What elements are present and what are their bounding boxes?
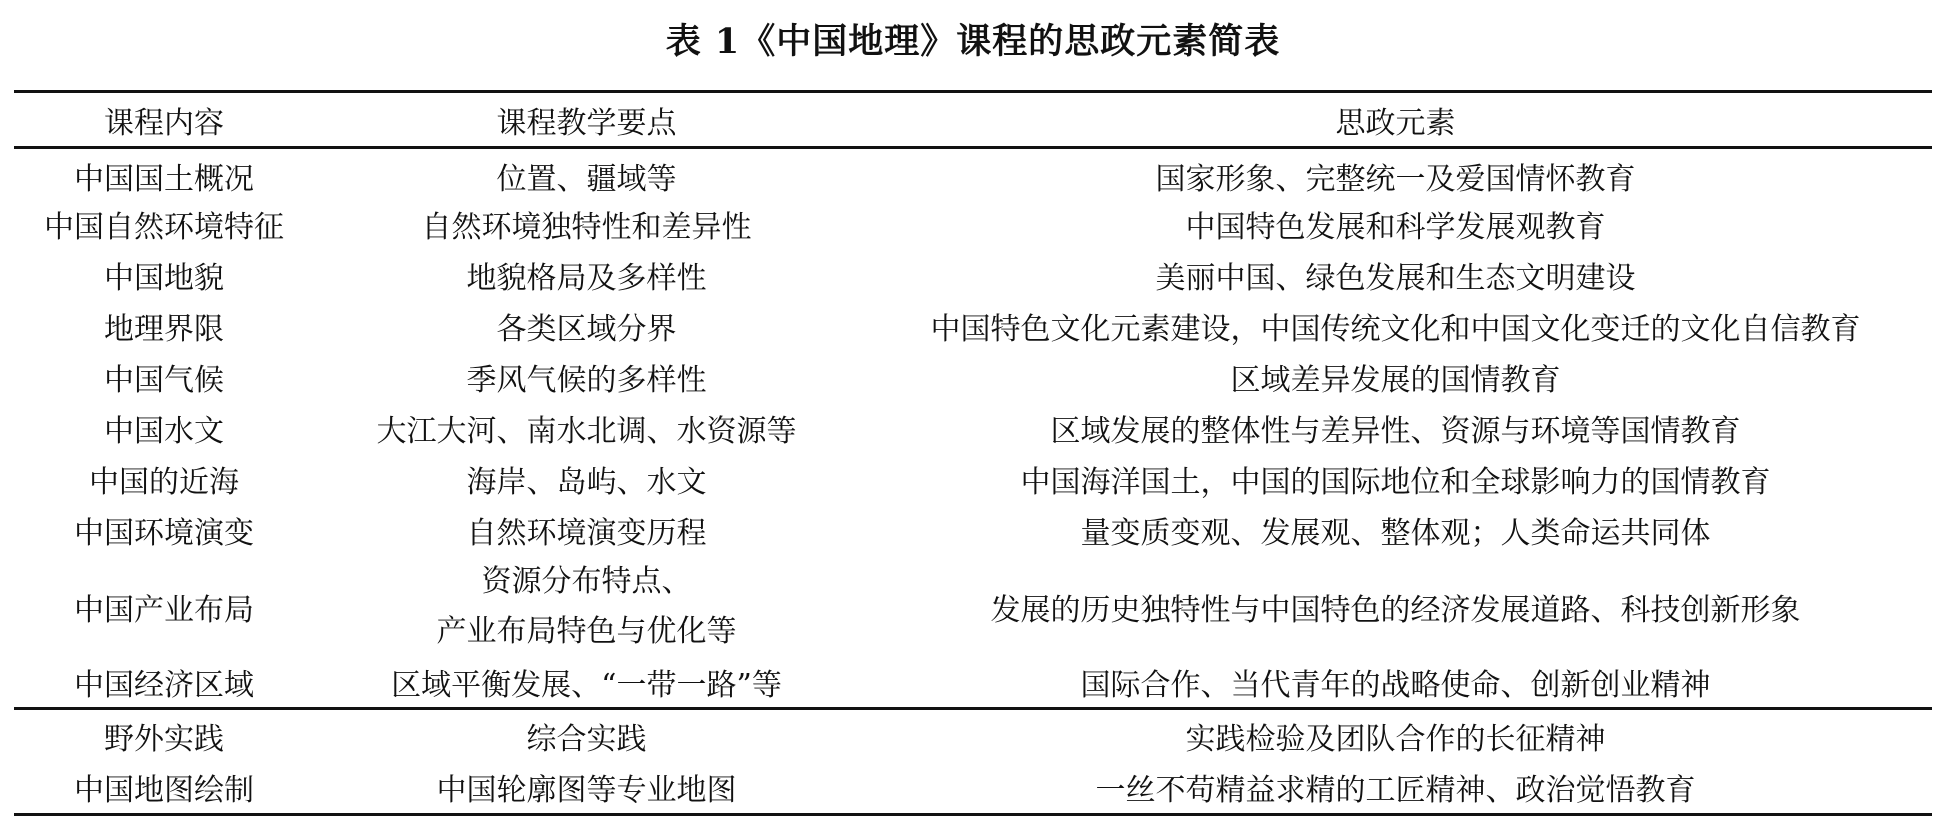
cell-course-content: 中国国土概况 bbox=[74, 161, 254, 197]
table-row bbox=[14, 403, 1932, 454]
cell-teaching-points bbox=[314, 148, 859, 199]
header-teaching-points: 课程教学要点 bbox=[314, 92, 859, 148]
teaching-point-line: 地貌格局及多样性 bbox=[466, 261, 707, 296]
teaching-point-line: 综合实践 bbox=[526, 721, 647, 757]
cell-teaching-points bbox=[314, 658, 859, 709]
table-row bbox=[14, 454, 1932, 505]
cell-teaching-points bbox=[314, 352, 859, 403]
teaching-point-line: 区域平衡发展、“一带一路”等 bbox=[391, 668, 782, 704]
teaching-point-line: 自然环境演变历程 bbox=[466, 516, 707, 551]
cell-teaching-points bbox=[314, 199, 859, 250]
table-row bbox=[14, 658, 1932, 709]
cell-ideology-elements: 中国特色文化元素建设，中国传统文化和中国文化变迁的文化自信教育 bbox=[930, 312, 1861, 347]
cell-course-content: 中国水文 bbox=[104, 414, 224, 449]
table-row bbox=[14, 148, 1932, 199]
cell-teaching-points bbox=[314, 301, 859, 352]
cell-course-content: 野外实践 bbox=[14, 709, 314, 762]
cell-ideology-elements: 国家形象、完整统一及爱国情怀教育 bbox=[1155, 161, 1636, 197]
cell-ideology-elements: 实践检验及团队合作的长征精神 bbox=[859, 709, 1932, 762]
header-row bbox=[14, 92, 1932, 148]
table-row bbox=[14, 762, 1932, 815]
table-row bbox=[14, 250, 1932, 301]
cell-teaching-points bbox=[314, 505, 859, 556]
cell-teaching-points bbox=[314, 762, 859, 815]
table-row bbox=[14, 199, 1932, 250]
cell-ideology-elements: 区域发展的整体性与差异性、资源与环境等国情教育 bbox=[1050, 414, 1741, 449]
cell-ideology-elements: 发展的历史独特性与中国特色的经济发展道路、科技创新形象 bbox=[990, 592, 1801, 628]
cell-course-content: 地理界限 bbox=[104, 312, 224, 347]
teaching-point-line: 中国轮廓图等专业地图 bbox=[436, 773, 737, 809]
teaching-point-line: 资源分布特点、 bbox=[481, 563, 692, 599]
cell-ideology-elements: 一丝不苟精益求精的工匠精神、政治觉悟教育 bbox=[859, 762, 1932, 815]
table-row bbox=[14, 301, 1932, 352]
header-course-content: 课程内容 bbox=[14, 92, 314, 148]
header-ideology-elements: 思政元素 bbox=[859, 92, 1932, 148]
ideology-elements-table bbox=[14, 90, 1932, 816]
cell-course-content: 中国环境演变 bbox=[74, 516, 254, 551]
teaching-point-line: 位置、疆域等 bbox=[496, 161, 677, 197]
cell-course-content: 中国气候 bbox=[104, 363, 224, 398]
table-row bbox=[14, 709, 1932, 762]
cell-ideology-elements: 区域差异发展的国情教育 bbox=[1230, 363, 1561, 398]
teaching-point-line: 季风气候的多样性 bbox=[466, 363, 707, 398]
cell-course-content: 中国产业布局 bbox=[74, 592, 254, 628]
teaching-point-line: 大江大河、南水北调、水资源等 bbox=[376, 414, 797, 449]
teaching-point-line: 各类区域分界 bbox=[496, 312, 677, 347]
teaching-point-line: 自然环境独特性和差异性 bbox=[421, 210, 752, 245]
cell-ideology-elements: 中国海洋国土，中国的国际地位和全球影响力的国情教育 bbox=[1020, 465, 1771, 500]
cell-teaching-points bbox=[314, 454, 859, 505]
cell-teaching-points bbox=[314, 250, 859, 301]
teaching-point-line: 产业布局特色与优化等 bbox=[436, 613, 737, 649]
cell-course-content: 中国自然环境特征 bbox=[44, 210, 284, 245]
main-table-body bbox=[14, 148, 1932, 709]
cell-ideology-elements: 美丽中国、绿色发展和生态文明建设 bbox=[1155, 261, 1636, 296]
table-row bbox=[14, 352, 1932, 403]
table-row bbox=[14, 556, 1932, 658]
table-row bbox=[14, 505, 1932, 556]
teaching-point-line: 海岸、岛屿、水文 bbox=[466, 465, 707, 500]
cell-ideology-elements: 量变质变观、发展观、整体观；人类命运共同体 bbox=[1080, 516, 1711, 551]
cell-course-content: 中国经济区域 bbox=[74, 668, 254, 704]
cell-teaching-points bbox=[314, 556, 859, 658]
table-container bbox=[14, 90, 1932, 816]
table-caption: 表 1《中国地理》课程的思政元素简表 bbox=[665, 21, 1281, 62]
cell-teaching-points bbox=[314, 403, 859, 454]
cell-ideology-elements: 国际合作、当代青年的战略使命、创新创业精神 bbox=[1080, 668, 1711, 704]
cell-ideology-elements: 中国特色发展和科学发展观教育 bbox=[1185, 210, 1606, 245]
practice-table-body bbox=[14, 709, 1932, 815]
cell-course-content: 中国地图绘制 bbox=[14, 762, 314, 815]
cell-course-content: 中国的近海 bbox=[89, 465, 239, 500]
cell-teaching-points bbox=[314, 709, 859, 762]
cell-course-content: 中国地貌 bbox=[104, 261, 224, 296]
